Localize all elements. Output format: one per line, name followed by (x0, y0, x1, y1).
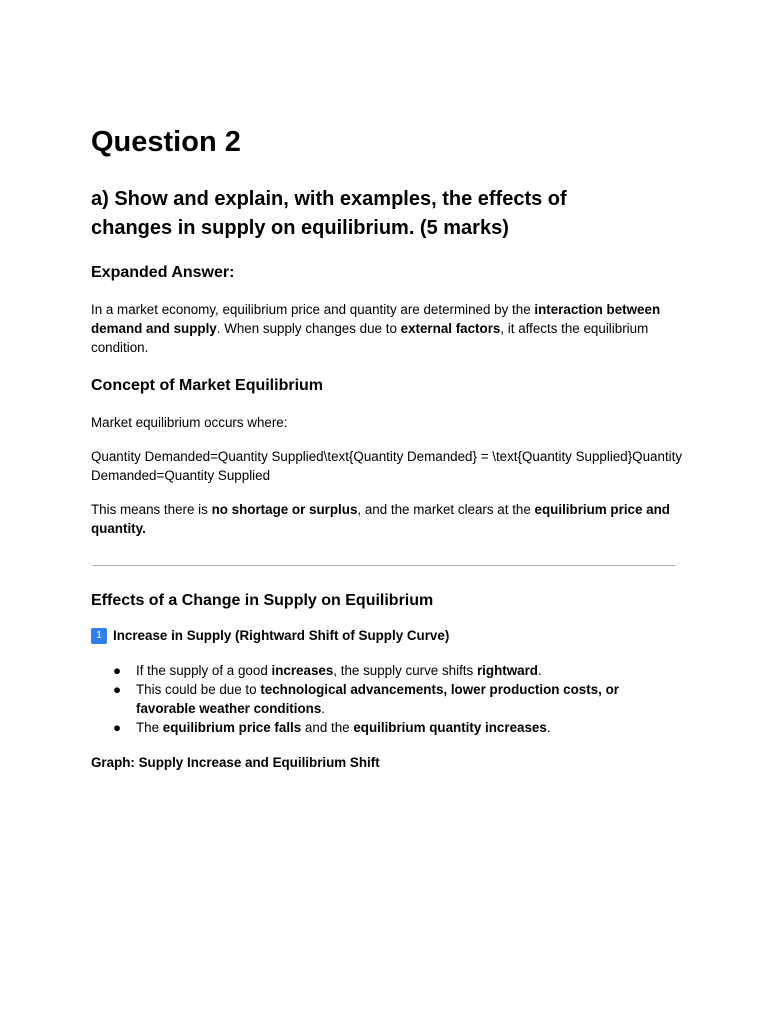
bullet-icon: ● (113, 682, 122, 697)
question-subtitle: a) Show and explain, with examples, the effects of changes in supply on equilibrium. (5 marks) (91, 188, 567, 239)
increase-supply-heading (91, 626, 449, 646)
horizontal-divider (93, 565, 675, 566)
supply-increase-bullets (113, 661, 673, 737)
increase-supply-heading-text: Increase in Supply (Rightward Shift of Supply Curve) (113, 628, 450, 643)
graph-title: Graph: Supply Increase and Equilibrium Shift (91, 755, 380, 770)
list-item: ● The equilibrium price falls and the equilibrium quantity increases. (113, 720, 551, 735)
effects-heading: Effects of a Change in Supply on Equilibrium (91, 592, 434, 609)
equilibrium-formula: Quantity Demanded=Quantity Supplied\text{Quantity Demanded} = \text{Quantity Supplied}Quantity Demanded=Quantity Supplied (91, 449, 683, 483)
bullet-icon: ● (113, 720, 122, 735)
meaning-paragraph: This means there is no shortage or surplus, and the market clears at the equilibrium price and quantity. (91, 502, 670, 536)
concept-intro: Market equilibrium occurs where: (91, 415, 288, 430)
expanded-answer-heading: Expanded Answer: (91, 264, 235, 281)
bullet-icon: ● (113, 663, 122, 678)
list-item: ● If the supply of a good increases, the supply curve shifts rightward. (113, 663, 542, 678)
intro-paragraph: In a market economy, equilibrium price and quantity are determined by the interaction between demand and supply. When supply changes due to external factors, it affects the equilibrium condition. (91, 302, 661, 355)
page-title: Question 2 (91, 126, 241, 158)
number-one-icon: 1 (91, 628, 107, 644)
list-item: ● This could be due to technological advancements, lower production costs, or favorable weather conditions. (113, 682, 619, 716)
concept-heading: Concept of Market Equilibrium (91, 377, 324, 394)
